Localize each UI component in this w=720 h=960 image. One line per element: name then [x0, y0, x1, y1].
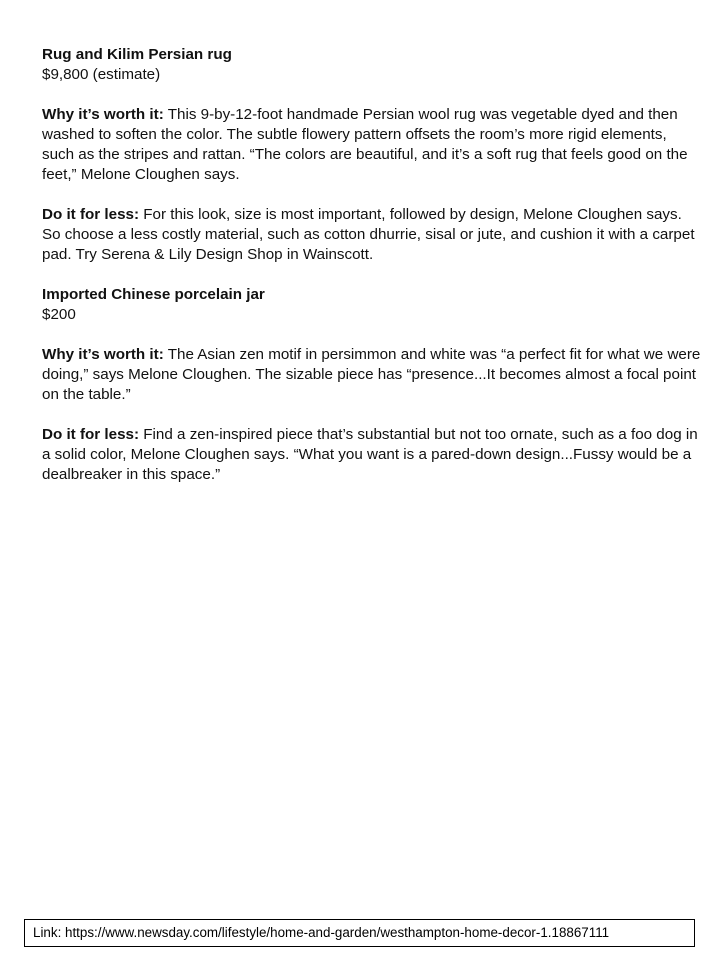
article-body: [42, 45, 702, 505]
do-it-for-less-text: Find a zen-inspired piece that’s substantial but not too ornate, such as a foo dog in a solid color, Melone Cloughen says. “What you want is a pared-down design...Fussy would be a dealbreaker in this space.”: [42, 426, 698, 483]
source-link-box: [24, 919, 695, 947]
do-it-for-less-paragraph: [42, 425, 702, 485]
why-worth-it-paragraph: [42, 105, 702, 185]
do-it-for-less-label: Do it for less:: [42, 206, 140, 223]
source-link[interactable]: Link: https://www.newsday.com/lifestyle/home-and-garden/westhampton-home-decor-1.18867111: [33, 925, 610, 940]
do-it-for-less-text: For this look, size is most important, followed by design, Melone Cloughen says. So choose a less costly material, such as cotton dhurrie, sisal or jute, and cushion it with a carpet pad. Try Serena & Lily Design Shop in Wainscott.: [42, 206, 695, 263]
item-title: Rug and Kilim Persian rug: [42, 46, 232, 63]
do-it-for-less-paragraph: [42, 205, 702, 265]
do-it-for-less-label: Do it for less:: [42, 426, 140, 443]
item-price: $200: [42, 306, 76, 323]
item-price: $9,800 (estimate): [42, 66, 161, 83]
why-worth-it-text: This 9-by-12-foot handmade Persian wool rug was vegetable dyed and then washed to soften the color. The subtle flowery pattern offsets the room’s more rigid elements, such as the stripes and rattan. “The colors are beautiful, and it’s a soft rug that feels good on the feet,” Melone Cloughen says.: [42, 106, 688, 183]
why-worth-it-paragraph: [42, 345, 702, 405]
item-title: Imported Chinese porcelain jar: [42, 286, 265, 303]
item-porcelain-jar: [42, 285, 702, 485]
why-worth-it-text: The Asian zen motif in persimmon and white was “a perfect fit for what we were doing,” says Melone Cloughen. The sizable piece has “presence...It becomes almost a focal point on the table.”: [42, 346, 701, 403]
why-worth-it-label: Why it’s worth it:: [42, 106, 164, 123]
item-rug: [42, 45, 702, 265]
why-worth-it-label: Why it’s worth it:: [42, 346, 164, 363]
